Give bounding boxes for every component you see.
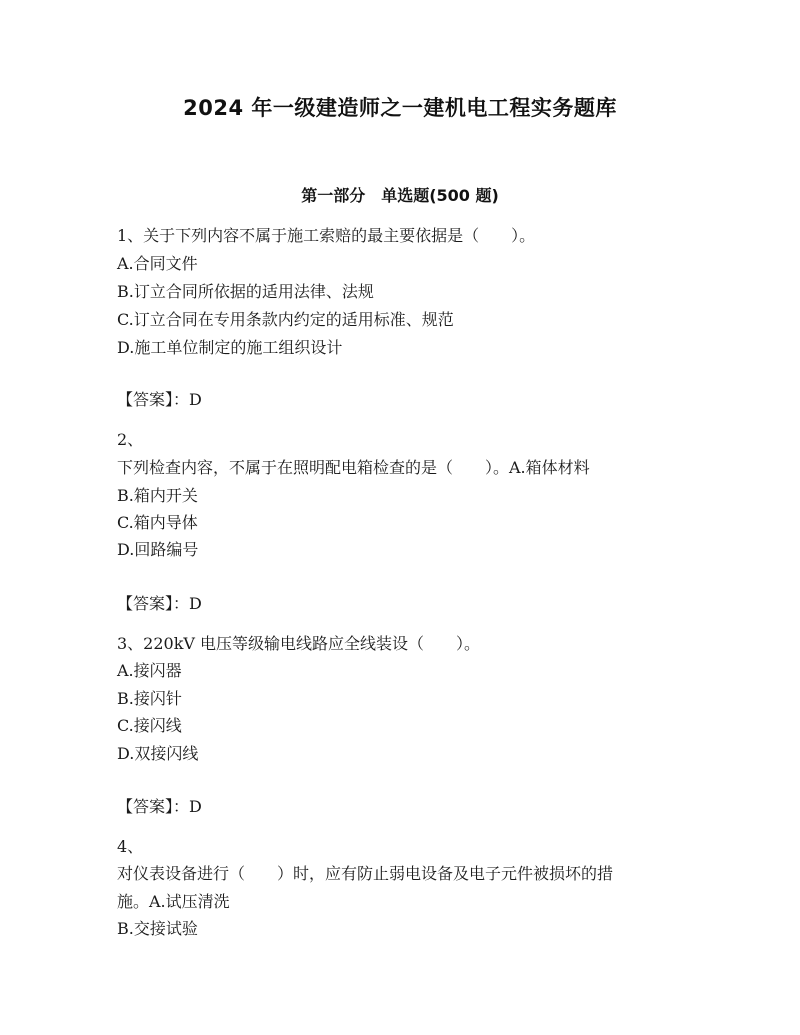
question-3-option-a: A.接闪器 [117, 661, 182, 680]
question-2-option-b: B.箱内开关 [117, 486, 198, 505]
question-2-number: 2、 [117, 430, 144, 449]
question-4-stem-line1: 对仪表设备进行（ ）时，应有防止弱电设备及电子元件被损坏的措 [117, 864, 614, 883]
question-4-stem-line2: 施。A.试压清洗 [117, 892, 230, 911]
question-1-answer: 【答案】：D [117, 390, 202, 409]
question-1-option-a: A.合同文件 [117, 254, 198, 273]
question-3-answer: 【答案】：D [117, 797, 202, 816]
question-2-answer: 【答案】：D [117, 594, 202, 613]
question-1-option-c: C.订立合同在专用条款内约定的适用标准、规范 [117, 310, 454, 329]
question-2-option-d: D.回路编号 [117, 540, 199, 559]
question-3-option-b: B.接闪针 [117, 689, 182, 708]
question-3-option-d: D.双接闪线 [117, 744, 199, 763]
question-3-option-c: C.接闪线 [117, 716, 182, 735]
question-4-number: 4、 [117, 837, 144, 856]
question-2-option-c: C.箱内导体 [117, 513, 198, 532]
section-heading: 第一部分 单选题(500 题) [301, 186, 499, 205]
question-1-option-b: B.订立合同所依据的适用法律、法规 [117, 282, 374, 301]
question-1-stem: 1、关于下列内容不属于施工索赔的最主要依据是（ ）。 [117, 226, 536, 245]
question-2-stem: 下列检查内容，不属于在照明配电箱检查的是（ ）。A.箱体材料 [117, 458, 590, 477]
page-title: 2024 年一级建造师之一建机电工程实务题库 [183, 96, 617, 120]
question-3-stem: 3、220kV 电压等级输电线路应全线装设（ ）。 [117, 634, 481, 653]
question-4-option-b: B.交接试验 [117, 919, 198, 938]
question-1-option-d: D.施工单位制定的施工组织设计 [117, 338, 343, 357]
